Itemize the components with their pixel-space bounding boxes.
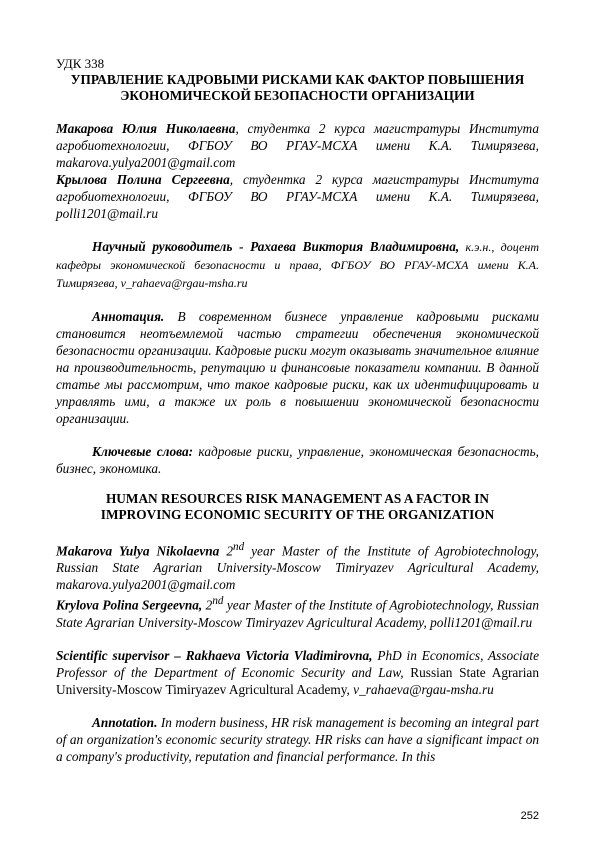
author-en-2 [56,593,539,630]
author-ru-2-info: , студентка 2 курса магистратуры Института агробиотехнологии, ФГБОУ ВО РГАУ-МСХА имени К.А. Тимирязева, polli1201@mail.ru [56,172,539,221]
author-ru-1 [56,120,539,171]
keywords-ru-label: Ключевые слова: [92,444,194,459]
author-en-1-ordinal-suffix: nd [233,541,245,553]
supervisor-en [56,647,539,698]
author-en-2-ordinal-suffix: nd [212,595,224,608]
page-number: 252 [520,810,539,822]
keywords-ru-text: кадровые риски, управление, экономическая безопасность, бизнес, экономика. [56,444,539,476]
author-en-1-name: Makarova Yulya Nikolaevna [56,543,220,559]
author-en-2-ordinal: 2 [202,597,213,613]
author-ru-2-name: Крылова Полина Сергеевна [56,172,230,187]
abstract-ru-label: Аннотация. [92,309,165,324]
author-ru-1-name: Макарова Юлия Николаевна [56,121,236,136]
abstract-en-text: In modern business, HR risk management is becoming an integral part of an organization's economic security strategy. HR risks can have a significant impact on a company's productivity, reputation and financial performance. In this [56,714,539,764]
supervisor-en-university: Russian State Agrarian University-Moscow Timiryazev Agricultural Academy, [56,664,539,697]
author-ru-2 [56,171,539,222]
title-ru-line-2: ЭКОНОМИЧЕСКОЙ БЕЗОПАСНОСТИ ОРГАНИЗАЦИИ [120,88,475,103]
abstract-en-label: Annotation. [92,714,158,730]
supervisor-ru-label: Научный руководитель - Рахаева Виктория Владимировна, [92,239,460,254]
supervisor-en-label: Scientific supervisor – Rakhaeva Victoria Vladimirovna, [56,647,373,663]
supervisor-ru-info: к.э.н., доцент кафедры экономической безопасности и права, ФГБОУ ВО РГАУ-МСХА имени К.А. Тимирязева, v_rahaeva@rgau-msha.ru [56,240,539,290]
title-ru-line-1: УПРАВЛЕНИЕ КАДРОВЫМИ РИСКАМИ КАК ФАКТОР ПОВЫШЕНИЯ [70,72,525,87]
author-en-1-ordinal: 2 [219,543,234,559]
author-en-2-name: Krylova Polina Sergeevna, [56,597,203,613]
abstract-en [56,714,539,765]
supervisor-en-info: PhD in Economics, Associate Professor of the Department of Economic Security and Law, [56,647,540,680]
abstract-ru-text: В современном бизнесе управление кадровыми рисками становится неотъемлемой частью стратегии обеспечения экономической безопасности организации. Кадровые риски могут оказывать значительное влияние на производительность, репутацию и финансовые показатели компании. В данной статье мы рассмотрим, что такое кадровые риски, как их идентифицировать и управлять ими, а также их роль в повышении экономической безопасности организации. [56,309,539,426]
title-ru [56,72,539,104]
supervisor-en-email: v_rahaeva@rgau-msha.ru [353,681,494,697]
author-ru-1-info: , студентка 2 курса магистратуры Института агробиотехнологии, ФГБОУ ВО РГАУ-МСХА имени К.А. Тимирязева, makarova.yulya2001@gmail.com [56,121,539,170]
abstract-ru [56,308,539,427]
keywords-ru [56,443,539,477]
supervisor-ru [56,238,539,292]
article-page [56,56,539,765]
author-en-2-info: year Master of the Institute of Agrobiotechnology, Russian State Agrarian University-Moscow Timiryazev Agricultural Academy, polli1201@mail.ru [56,597,539,630]
title-en-line-1: HUMAN RESOURCES RISK MANAGEMENT AS A FACTOR IN [105,491,490,506]
author-en-1-info: year Master of the Institute of Agrobiotechnology, Russian State Agrarian University-Moscow Timiryazev Agricultural Academy, makarova.yulya2001@gmail.com [56,543,540,593]
author-en-1 [56,539,539,593]
title-en [56,491,539,523]
title-en-line-2: IMPROVING ECONOMIC SECURITY OF THE ORGANIZATION [100,507,495,522]
udk-code: УДК 338 [56,56,105,71]
